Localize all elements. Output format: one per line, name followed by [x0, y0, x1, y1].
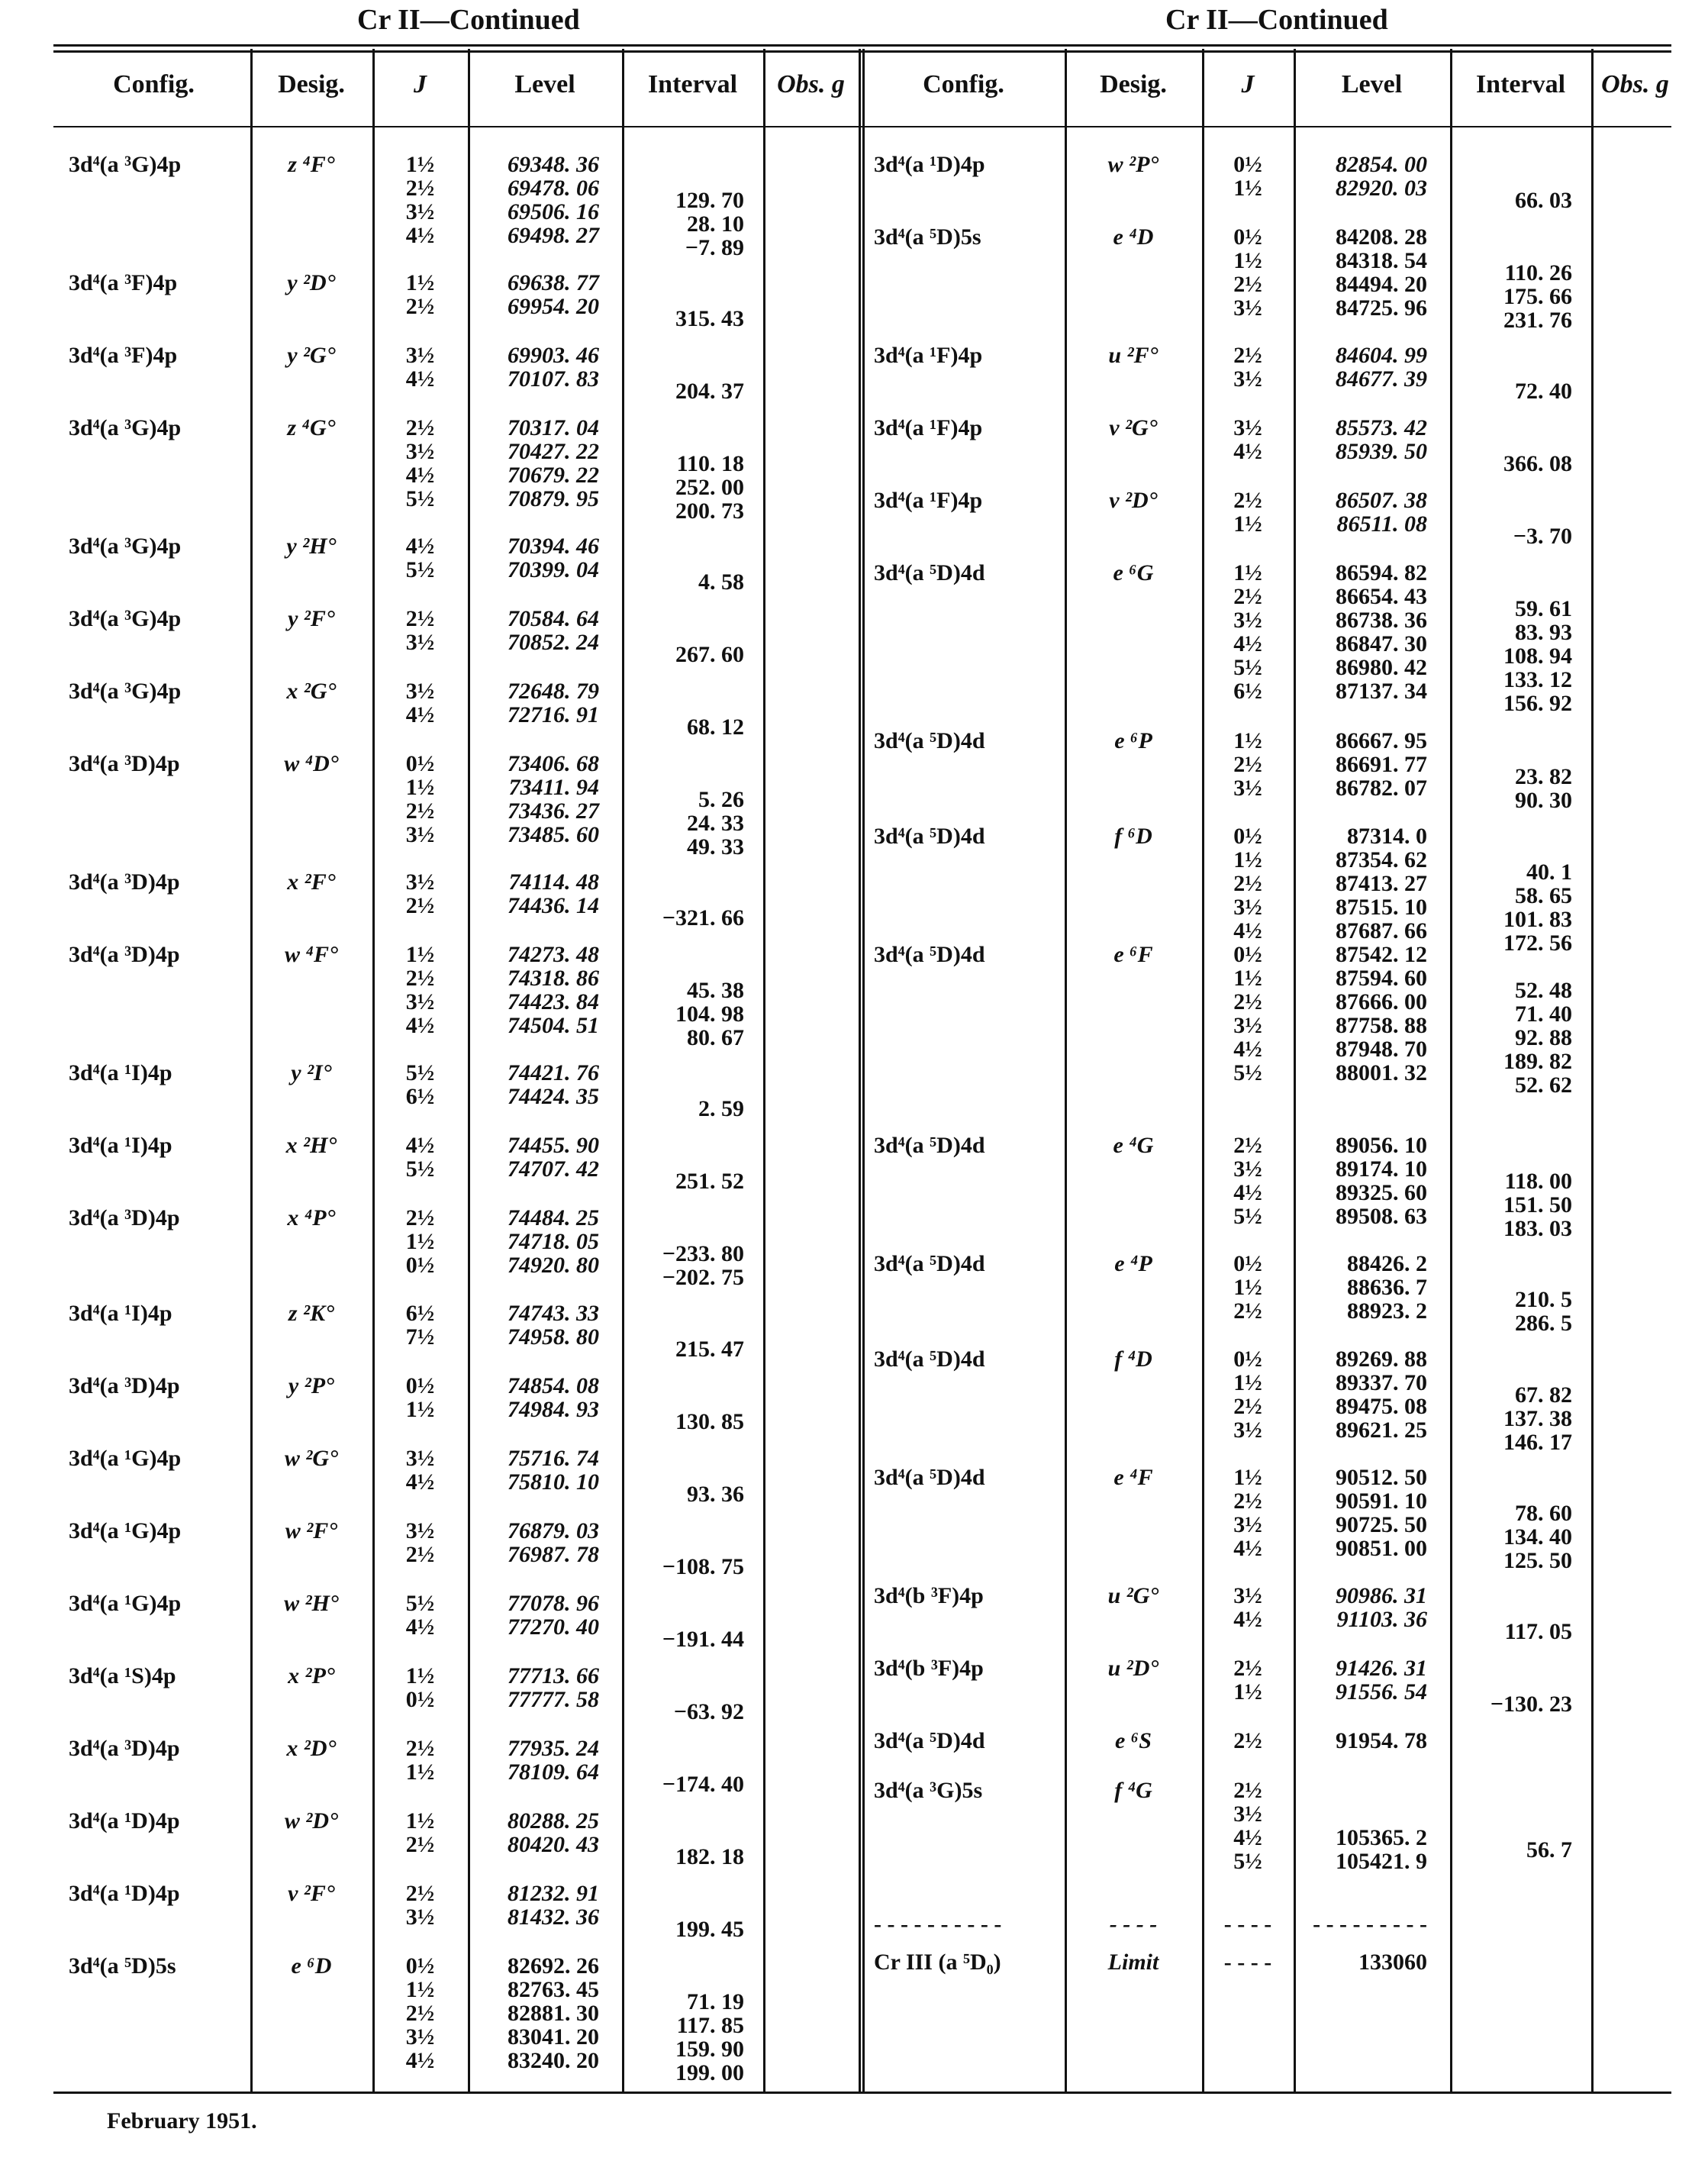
config-cell: 3d⁴(a ¹F)4p — [874, 488, 983, 513]
j-values-cell: 1½ 2½ — [405, 270, 435, 319]
level-values-cell: 84208. 28 84318. 54 84494. 20 84725. 96 — [1336, 224, 1427, 321]
j-values-cell: 0½ 1½ 2½ 3½ — [1233, 224, 1262, 321]
level-values-cell: - - - - - - - - - — [1313, 1911, 1427, 1937]
level-values-cell: 69348. 36 69478. 06 69506. 16 69498. 27 — [508, 152, 599, 248]
level-values-cell: 72648. 79 72716. 91 — [508, 679, 599, 727]
level-values-cell: 74455. 90 74707. 42 — [508, 1133, 599, 1182]
interval-values-cell: 210. 5 286. 5 — [1515, 1287, 1572, 1336]
level-values-cell: 82692. 26 82763. 45 82881. 30 83041. 20 83240. 20 — [508, 1953, 599, 2073]
designation-cell: Limit — [1107, 1950, 1159, 1975]
interval-values-cell: 59. 61 83. 93 108. 94 133. 12 156. 92 — [1503, 596, 1572, 716]
level-values-cell: 105365. 2 105421. 9 — [1336, 1825, 1427, 1874]
interval-values-cell: 40. 1 58. 65 101. 83 172. 56 — [1503, 860, 1572, 956]
level-values-cell: 74273. 48 74318. 86 74423. 84 74504. 51 — [508, 942, 599, 1038]
interval-values-cell: 315. 43 — [675, 306, 744, 331]
designation-cell: y ²P° — [288, 1373, 335, 1398]
interval-values-cell: 4. 58 — [698, 569, 744, 595]
column-header-level-right: Level — [1341, 70, 1403, 98]
level-values-cell: 84604. 99 84677. 39 — [1336, 343, 1427, 392]
designation-cell: x ²P° — [288, 1663, 335, 1688]
column-header-j-right: J — [1241, 70, 1255, 98]
column-header-config-left: Config. — [113, 70, 195, 98]
config-cell: 3d⁴(a ³D)4p — [69, 1736, 180, 1761]
interval-values-cell: 215. 47 — [675, 1337, 744, 1362]
level-values-cell: 86594. 82 86654. 43 86738. 36 86847. 30 86980. 42 87137. 34 — [1336, 560, 1427, 704]
level-values-cell: 69903. 46 70107. 83 — [508, 343, 599, 392]
j-values-cell: 5½ 4½ — [405, 1591, 435, 1640]
level-values-cell: 89269. 88 89337. 70 89475. 08 89621. 25 — [1336, 1347, 1427, 1443]
j-values-cell: 0½ 1½ — [405, 1373, 435, 1422]
interval-values-cell: 110. 18 252. 00 200. 73 — [675, 451, 744, 524]
interval-values-cell: −233. 80 −202. 75 — [662, 1241, 744, 1290]
designation-cell: w ²P° — [1107, 152, 1159, 177]
config-cell: 3d⁴(a ⁵D)4d — [874, 942, 985, 967]
column-divider — [1591, 49, 1594, 2092]
level-values-cell: 74484. 25 74718. 05 74920. 80 — [508, 1205, 599, 1278]
level-values-cell: 77713. 66 77777. 58 — [508, 1663, 599, 1712]
config-cell: 3d⁴(a ³F)4p — [69, 343, 178, 368]
interval-values-cell: 56. 7 — [1526, 1837, 1572, 1863]
interval-values-cell: 129. 70 28. 10 −7. 89 — [675, 188, 744, 260]
j-values-cell: 1½ 2½ — [405, 1808, 435, 1857]
designation-cell: w ²G° — [284, 1446, 339, 1471]
level-values-cell: 70317. 04 70427. 22 70679. 22 70879. 95 — [508, 415, 599, 511]
designation-cell: w ⁴F° — [285, 942, 338, 967]
j-values-cell: 3½ 4½ — [1233, 415, 1262, 464]
designation-cell: v ²F° — [288, 1881, 335, 1906]
j-values-cell: 0½ 1½ 2½ 3½ 4½ — [1233, 824, 1262, 943]
j-values-cell: 2½ 3½ 4½ 5½ — [1233, 1133, 1262, 1229]
interval-values-cell: 204. 37 — [675, 379, 744, 404]
config-cell: 3d⁴(a ³G)4p — [69, 415, 182, 440]
designation-cell: w ²H° — [284, 1591, 339, 1616]
j-values-cell: 2½ 1½ — [405, 1736, 435, 1785]
config-cell: 3d⁴(a ³G)4p — [69, 606, 182, 631]
level-values-cell: 86667. 95 86691. 77 86782. 07 — [1336, 728, 1427, 801]
level-values-cell: 70394. 46 70399. 04 — [508, 534, 599, 582]
config-cell: 3d⁴(a ³G)4p — [69, 534, 182, 559]
config-cell: - - - - - - - - - - — [874, 1911, 1002, 1937]
level-values-cell: 91426. 31 91556. 54 — [1336, 1656, 1427, 1705]
designation-cell: w ²D° — [284, 1808, 339, 1834]
designation-cell: y ²G° — [287, 343, 336, 368]
interval-values-cell: 182. 18 — [675, 1844, 744, 1869]
config-cell: 3d⁴(a ¹I)4p — [69, 1060, 172, 1085]
config-cell: 3d⁴(a ⁵D)4d — [874, 728, 985, 753]
interval-values-cell: −174. 40 — [662, 1772, 744, 1797]
config-cell: 3d⁴(a ⁵D)5s — [874, 224, 981, 250]
config-cell: 3d⁴(a ⁵D)4d — [874, 1347, 985, 1372]
designation-cell: w ²F° — [285, 1518, 338, 1543]
column-header-desig-left: Desig. — [278, 70, 345, 98]
level-values-cell: 69638. 77 69954. 20 — [508, 270, 599, 319]
level-values-cell: 76879. 03 76987. 78 — [508, 1518, 599, 1567]
j-values-cell: 2½ 3½ — [1233, 343, 1262, 392]
column-header-obs-g-right: Obs. g — [1601, 70, 1669, 98]
column-divider — [763, 49, 765, 2092]
config-cell: 3d⁴(a ¹S)4p — [69, 1663, 176, 1688]
j-values-cell: 0½ 1½ 2½ — [1233, 1251, 1262, 1324]
interval-values-cell: 118. 00 151. 50 183. 03 — [1503, 1169, 1572, 1241]
j-values-cell: 4½ 5½ — [405, 1133, 435, 1182]
designation-cell: z ²K° — [288, 1301, 335, 1326]
config-cell: 3d⁴(a ¹G)4p — [69, 1591, 182, 1616]
designation-cell: u ²F° — [1108, 343, 1159, 368]
interval-values-cell: 23. 82 90. 30 — [1515, 764, 1572, 813]
level-values-cell: 74854. 08 74984. 93 — [508, 1373, 599, 1422]
interval-values-cell: 68. 12 — [687, 714, 744, 740]
column-header-obs-g-left: Obs. g — [777, 70, 845, 98]
designation-cell: e ⁶D — [291, 1953, 332, 1979]
level-values-cell: 133060 — [1358, 1950, 1427, 1975]
designation-cell: x ²G° — [286, 679, 337, 704]
level-values-cell: 81232. 91 81432. 36 — [508, 1881, 599, 1930]
interval-values-cell: −108. 75 — [662, 1554, 744, 1579]
designation-cell: e ⁶F — [1113, 942, 1153, 967]
interval-values-cell: 67. 82 137. 38 146. 17 — [1503, 1382, 1572, 1455]
designation-cell: v ²D° — [1109, 488, 1158, 513]
config-cell: 3d⁴(a ³G)5s — [874, 1778, 983, 1803]
column-header-config-right: Config. — [923, 70, 1004, 98]
config-cell: 3d⁴(a ⁵D)4d — [874, 1133, 985, 1158]
level-values-cell: 77935. 24 78109. 64 — [508, 1736, 599, 1785]
interval-values-cell: 110. 26 175. 66 231. 76 — [1503, 260, 1572, 333]
j-values-cell: 1½ 2½ 3½ 4½ 5½ 6½ — [1233, 560, 1262, 704]
footer-date: February 1951. — [107, 2108, 257, 2133]
interval-values-cell: 78. 60 134. 40 125. 50 — [1503, 1501, 1572, 1573]
column-header-desig-right: Desig. — [1100, 70, 1167, 98]
page-title-left: Cr II—Continued — [357, 4, 580, 36]
level-values-cell: 91954. 78 — [1336, 1728, 1427, 1753]
config-cell: 3d⁴(a ³D)4p — [69, 751, 180, 776]
j-values-cell: 1½ 2½ 3½ 4½ — [1233, 1465, 1262, 1561]
column-header-interval-left: Interval — [647, 70, 738, 98]
designation-cell: x ²F° — [287, 869, 336, 895]
j-values-cell: - - - - — [1223, 1950, 1272, 1975]
j-values-cell: 3½ 4½ — [405, 343, 435, 392]
designation-cell: y ²I° — [291, 1060, 332, 1085]
designation-cell: e ⁴D — [1113, 224, 1154, 250]
bottom-rule — [53, 2092, 1671, 2094]
designation-cell: e ⁴G — [1113, 1133, 1154, 1158]
designation-cell: e ⁶P — [1114, 728, 1152, 753]
level-values-cell: 74743. 33 74958. 80 — [508, 1301, 599, 1350]
designation-cell: z ⁴G° — [287, 415, 336, 440]
config-cell: 3d⁴(a ⁵D)4d — [874, 1465, 985, 1490]
level-values-cell: 90512. 50 90591. 10 90725. 50 90851. 00 — [1336, 1465, 1427, 1561]
level-values-cell: 90986. 31 91103. 36 — [1336, 1583, 1427, 1632]
designation-cell: y ²D° — [287, 270, 336, 295]
j-values-cell: 2½ — [1233, 1728, 1262, 1753]
column-header-j-left: J — [414, 70, 427, 98]
j-values-cell: 2½ 3½ 4½ 5½ — [405, 415, 435, 511]
config-cell: 3d⁴(a ⁵D)4d — [874, 1251, 985, 1276]
config-cell: 3d⁴(a ⁵D)4d — [874, 824, 985, 849]
j-values-cell: 4½ 5½ — [405, 534, 435, 582]
j-values-cell: 1½ 0½ — [405, 1663, 435, 1712]
config-cell: Cr III (a ⁵D₀) — [874, 1950, 1001, 1975]
level-values-cell: 88426. 2 88636. 7 88923. 2 — [1347, 1251, 1427, 1324]
j-values-cell: 0½ 1½ — [1233, 152, 1262, 201]
j-values-cell: 3½ 4½ — [1233, 1583, 1262, 1632]
j-values-cell: 5½ 6½ — [405, 1060, 435, 1109]
level-values-cell: 85573. 42 85939. 50 — [1336, 415, 1427, 464]
top-double-rule-1 — [53, 44, 1671, 47]
designation-cell: f ⁶D — [1114, 824, 1152, 849]
interval-values-cell: 2. 59 — [698, 1096, 744, 1121]
level-values-cell: 86507. 38 86511. 08 — [1336, 488, 1427, 537]
config-cell: 3d⁴(b ³F)4p — [874, 1656, 984, 1681]
column-header-level-left: Level — [514, 70, 575, 98]
interval-values-cell: 72. 40 — [1515, 379, 1572, 404]
level-values-cell: 80288. 25 80420. 43 — [508, 1808, 599, 1857]
designation-cell: y ²F° — [288, 606, 335, 631]
j-values-cell: 2½ 3½ — [405, 606, 435, 655]
designation-cell: e ⁶G — [1113, 560, 1154, 585]
interval-values-cell: −130. 23 — [1490, 1692, 1572, 1717]
designation-cell: v ²G° — [1109, 415, 1158, 440]
config-cell: 3d⁴(a ³D)4p — [69, 1205, 180, 1230]
config-cell: 3d⁴(a ¹I)4p — [69, 1301, 172, 1326]
j-values-cell: 0½ 1½ 2½ 3½ — [1233, 1347, 1262, 1443]
j-values-cell: 1½ 2½ 3½ 4½ — [405, 942, 435, 1038]
interval-values-cell: 117. 05 — [1504, 1619, 1572, 1644]
j-values-cell: 3½ 2½ — [405, 1518, 435, 1567]
config-cell: 3d⁴(a ⁵D)4d — [874, 560, 985, 585]
designation-cell: f ⁴D — [1114, 1347, 1152, 1372]
designation-cell: u ²D° — [1107, 1656, 1159, 1681]
designation-cell: e ⁴P — [1114, 1251, 1152, 1276]
interval-values-cell: −63. 92 — [673, 1699, 744, 1724]
interval-values-cell: −191. 44 — [662, 1627, 744, 1652]
level-values-cell: 82854. 00 82920. 03 — [1336, 152, 1427, 201]
config-cell: 3d⁴(a ¹D)4p — [874, 152, 985, 177]
config-cell: 3d⁴(a ¹D)4p — [69, 1881, 180, 1906]
designation-cell: z ⁴F° — [288, 152, 335, 177]
interval-values-cell: −321. 66 — [662, 905, 744, 930]
j-values-cell: 2½ 1½ — [1233, 1656, 1262, 1705]
j-values-cell: 6½ 7½ — [405, 1301, 435, 1350]
designation-cell: x ²H° — [285, 1133, 337, 1158]
config-cell: 3d⁴(b ³F)4p — [874, 1583, 984, 1608]
level-values-cell: 74421. 76 74424. 35 — [508, 1060, 599, 1109]
interval-values-cell: 5. 26 24. 33 49. 33 — [687, 787, 744, 860]
level-values-cell: 75716. 74 75810. 10 — [508, 1446, 599, 1495]
designation-cell: y ²H° — [286, 534, 337, 559]
interval-values-cell: 93. 36 — [687, 1482, 744, 1507]
level-values-cell: 87314. 0 87354. 62 87413. 27 87515. 10 87687. 66 — [1336, 824, 1427, 943]
designation-cell: u ²G° — [1107, 1583, 1159, 1608]
interval-values-cell: 66. 03 — [1515, 188, 1572, 213]
column-header-interval-right: Interval — [1475, 70, 1566, 98]
config-cell: 3d⁴(a ¹D)4p — [69, 1808, 180, 1834]
interval-values-cell: 71. 19 117. 85 159. 90 199. 00 — [675, 1989, 744, 2085]
j-values-cell: 3½ 2½ — [405, 869, 435, 918]
interval-values-cell: 366. 08 — [1503, 451, 1572, 476]
j-values-cell: 3½ 4½ — [405, 679, 435, 727]
config-cell: 3d⁴(a ³D)4p — [69, 942, 180, 967]
j-values-cell: 0½ 1½ 2½ 3½ 4½ — [405, 1953, 435, 2073]
interval-values-cell: 251. 52 — [675, 1169, 744, 1194]
config-cell: 3d⁴(a ⁵D)5s — [69, 1953, 176, 1979]
page-title-right: Cr II—Continued — [1165, 4, 1388, 36]
level-values-cell: 77078. 96 77270. 40 — [508, 1591, 599, 1640]
level-values-cell: 73406. 68 73411. 94 73436. 27 73485. 60 — [508, 751, 599, 847]
j-values-cell: 1½ 2½ 3½ 4½ — [405, 152, 435, 248]
config-cell: 3d⁴(a ³G)4p — [69, 679, 182, 704]
designation-cell: e ⁴F — [1113, 1465, 1153, 1490]
j-values-cell: 2½ 1½ — [1233, 488, 1262, 537]
config-cell: 3d⁴(a ³G)4p — [69, 152, 182, 177]
interval-values-cell: −3. 70 — [1513, 524, 1572, 549]
level-values-cell: 89056. 10 89174. 10 89325. 60 89508. 63 — [1336, 1133, 1427, 1229]
interval-values-cell: 267. 60 — [675, 642, 744, 667]
designation-cell: f ⁴G — [1114, 1778, 1152, 1803]
j-values-cell: 3½ 4½ — [405, 1446, 435, 1495]
designation-cell: x ²D° — [286, 1736, 337, 1761]
column-divider — [859, 49, 861, 2092]
designation-cell: w ⁴D° — [284, 751, 339, 776]
level-values-cell: 70584. 64 70852. 24 — [508, 606, 599, 655]
j-values-cell: 2½ 3½ 4½ 5½ — [1233, 1778, 1262, 1874]
j-values-cell: 2½ 1½ 0½ — [405, 1205, 435, 1278]
designation-cell: e ⁶S — [1115, 1728, 1152, 1753]
j-values-cell: 0½ 1½ 2½ 3½ 4½ 5½ — [1233, 942, 1262, 1085]
interval-values-cell: 45. 38 104. 98 80. 67 — [675, 978, 744, 1050]
j-values-cell: 1½ 2½ 3½ — [1233, 728, 1262, 801]
interval-values-cell: 130. 85 — [675, 1409, 744, 1434]
config-cell: 3d⁴(a ³D)4p — [69, 869, 180, 895]
config-cell: 3d⁴(a ³D)4p — [69, 1373, 180, 1398]
config-cell: 3d⁴(a ¹F)4p — [874, 343, 983, 368]
interval-values-cell: 52. 48 71. 40 92. 88 189. 82 52. 62 — [1503, 978, 1572, 1098]
config-cell: 3d⁴(a ¹G)4p — [69, 1446, 182, 1471]
level-values-cell: 74114. 48 74436. 14 — [508, 869, 599, 918]
config-cell: 3d⁴(a ³F)4p — [69, 270, 178, 295]
designation-cell: - - - - — [1109, 1911, 1158, 1937]
j-values-cell: - - - - — [1223, 1911, 1272, 1937]
designation-cell: x ⁴P° — [287, 1205, 336, 1230]
j-values-cell: 0½ 1½ 2½ 3½ — [405, 751, 435, 847]
interval-values-cell: 199. 45 — [675, 1917, 744, 1942]
config-cell: 3d⁴(a ⁵D)4d — [874, 1728, 985, 1753]
config-cell: 3d⁴(a ¹G)4p — [69, 1518, 182, 1543]
config-cell: 3d⁴(a ¹F)4p — [874, 415, 983, 440]
j-values-cell: 2½ 3½ — [405, 1881, 435, 1930]
config-cell: 3d⁴(a ¹I)4p — [69, 1133, 172, 1158]
level-values-cell: 87542. 12 87594. 60 87666. 00 87758. 88 87948. 70 88001. 32 — [1336, 942, 1427, 1085]
column-divider — [862, 49, 865, 2092]
